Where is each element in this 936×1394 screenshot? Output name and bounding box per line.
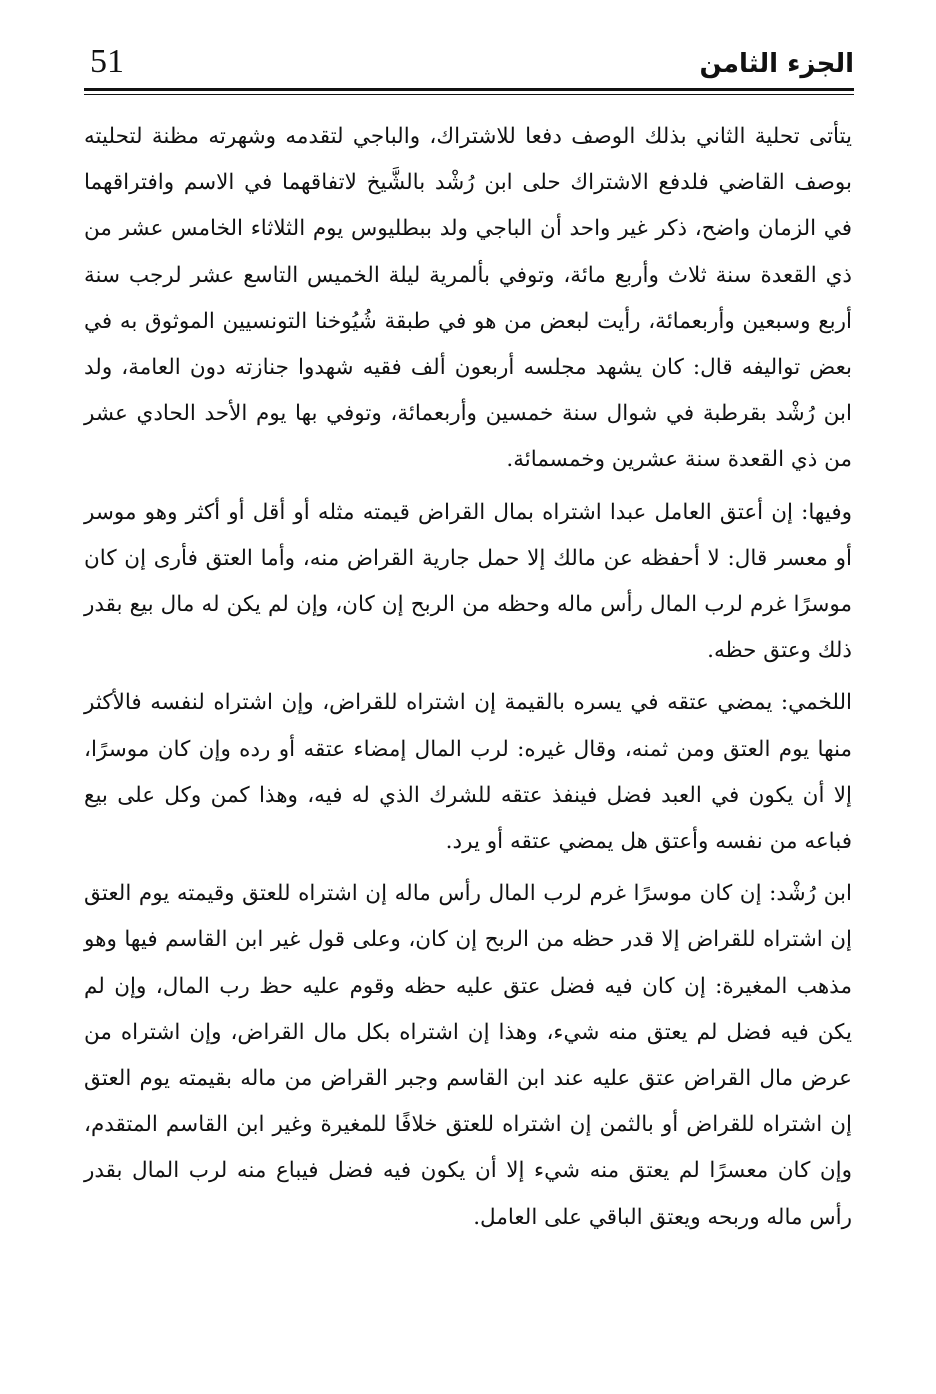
header-rule-thin xyxy=(84,94,854,95)
header-rule-thick xyxy=(84,88,854,91)
body-text xyxy=(84,114,852,1247)
paragraph-3: اللخمي: يمضي عتقه في يسره بالقيمة إن اشتراه للقراض، وإن اشتراه لنفسه فالأكثر منها يوم العتق ومن ثمنه، وقال غيره: لرب المال إمضاء عتقه أو رده وإن كان موسرًا، إلا أن يكون في العبد فضل فينفذ عتقه للشرك الذي له فيه، وهذا كمن وكل على بيع فباعه من نفسه وأعتق هل يمضي عتقه أو يرد. xyxy=(84,690,852,855)
paragraph-4: ابن رُشْد: إن كان موسرًا غرم لرب المال رأس ماله إن اشتراه للعتق وقيمته يوم العتق إن اشتراه للقراض إلا قدر حظه من الربح إن كان، وعلى قول غير ابن القاسم فيها وهو مذهب المغيرة: إن كان فيه فضل عتق عليه حظه وقوم عليه حظ رب المال، وإن لم يكن فيه فضل لم يعتق منه شيء، وهذا إن اشتراه بكل مال القراض، وإن اشتراه من عرض مال القراض عتق عليه عند ابن القاسم وجبر القراض من ماله بقيمته يوم العتق إن اشتراه للقراض أو بالثمن إن اشتراه للعتق خلافًا للمغيرة وغير ابن القاسم المتقدم، وإن كان معسرًا لم يعتق منه شيء إلا أن يكون فيه فضل فيباع منه لرب المال بقدر رأس ماله وربحه ويعتق الباقي على العامل. xyxy=(84,881,852,1230)
paragraph-1: يتأتى تحلية الثاني بذلك الوصف دفعا للاشتراك، والباجي لتقدمه وشهرته مظنة لتحليته بوصف القاضي فلدفع الاشتراك حلى ابن رُشْد بالشَّيخ لاتفاقهما في الاسم وافتراقهما في الزمان واضح، ذكر غير واحد أن الباجي ولد ببطليوس يوم الثلاثاء الخامس عشر من ذي القعدة سنة ثلاث وأربع مائة، وتوفي بألمرية ليلة الخميس التاسع عشر لرجب سنة أربع وسبعين وأربعمائة، رأيت لبعض من هو في طبقة شُيُوخنا التونسيين الموثوق به في بعض تواليفه قال: كان يشهد مجلسه أربعون ألف فقيه شهدوا جنازته دون العامة، ولد ابن رُشْد بقرطبة في شوال سنة خمسين وأربعمائة، وتوفي بها يوم الأحد الحادي عشر من ذي القعدة سنة عشرين وخمسمائة. xyxy=(84,124,852,473)
page-number: 51 xyxy=(90,43,124,80)
running-title: الجزء الثامن xyxy=(699,49,854,79)
page-header xyxy=(84,42,854,94)
paragraph-2: وفيها: إن أعتق العامل عبدا اشتراه بمال القراض قيمته مثله أو أقل أو أكثر وهو موسر أو معسر قال: لا أحفظه عن مالك إلا حمل جارية القراض منه، وأما العتق فأرى إن كان موسرًا غرم لرب المال رأس ماله وحظه من الربح إن كان، وإن لم يكن له مال بيع بقدر ذلك وعتق حظه. xyxy=(84,499,852,664)
